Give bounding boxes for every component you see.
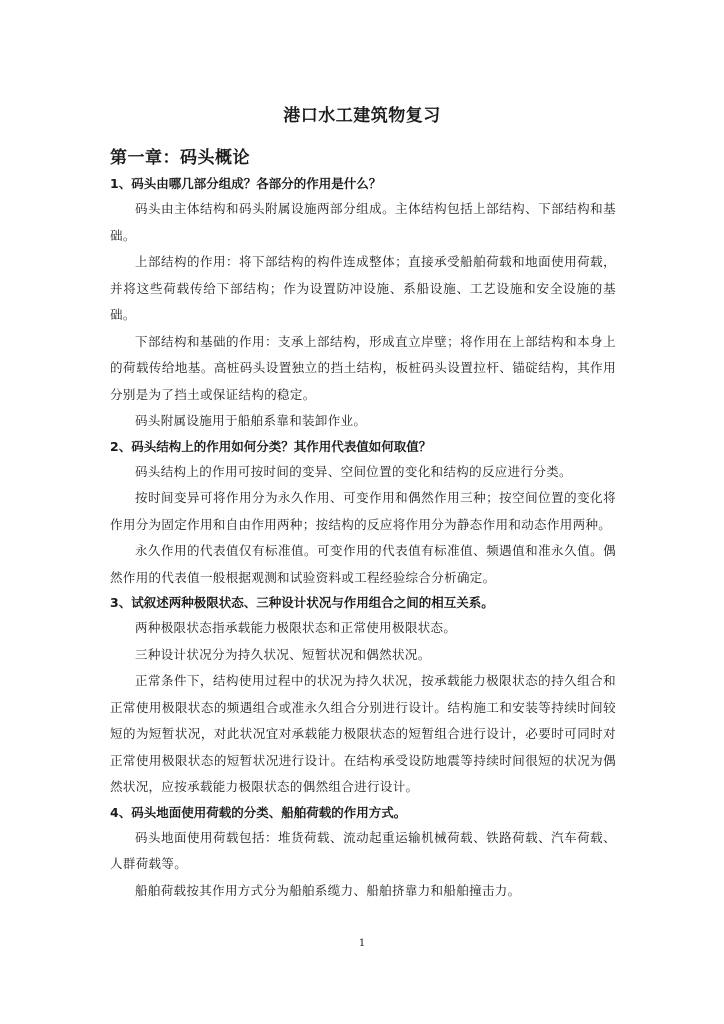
question-heading-2: 2、码头结构上的作用如何分类？其作用代表值如何取值？ <box>110 438 432 454</box>
paragraph: 码头附属设施用于船舶系靠和装卸作业。 <box>135 413 367 428</box>
document-body <box>110 172 616 904</box>
paragraph: 永久作用的代表值仅有标准值。可变作用的代表值有标准值、频遇值和准永久值。偶然作用的代表值一般根据观测和试验资料或工程经验综合分析确定。 <box>110 543 616 585</box>
paragraph: 码头结构上的作用可按时间的变异、空间位置的变化和结构的反应进行分类。 <box>135 463 572 479</box>
document-title: 港口水工建筑物复习 <box>283 106 441 126</box>
page-number: 1 <box>358 938 366 949</box>
paragraph: 两种极限状态指承载能力极限状态和正常使用极限状态。 <box>135 620 457 635</box>
paragraph: 下部结构和基础的作用：支承上部结构，形成直立岸壁；将作用在上部结构和本身上的荷载传给地基。高桩码头设置独立的挡土结构，板桩码头设置拉杆、锚碇结构，其作用分别是为了挡土或保证结构的稳定。 <box>110 333 616 402</box>
question-heading-4: 4、码头地面使用荷载的分类、船舶荷载的作用方式。 <box>110 804 407 820</box>
paragraph: 上部结构的作用：将下部结构的构件连成整体；直接承受船舶荷载和地面使用荷载，并将这些荷载传给下部结构；作为设置防冲设施、系船设施、工艺设施和安全设施的基础。 <box>110 254 616 322</box>
section-2 <box>110 435 616 592</box>
paragraph: 按时间变异可将作用分为永久作用、可变作用和偶然作用三种；按空间位置的变化将作用分为固定作用和自由作用两种；按结构的反应将作用分为静态作用和动态作用两种。 <box>110 490 616 532</box>
section-1 <box>110 172 616 435</box>
paragraph: 码头地面使用荷载包括：堆货荷载、流动起重运输机械荷载、铁路荷载、汽车荷载、人群荷载等。 <box>110 829 616 871</box>
paragraph: 三种设计状况分为持久状况、短暂状况和偶然状况。 <box>135 646 431 662</box>
section-4 <box>110 801 616 905</box>
question-heading-3: 3、试叙述两种极限状态、三种设计状况与作用组合之间的相互关系。 <box>110 595 494 610</box>
chapter-heading: 第一章：码头概论 <box>110 148 250 168</box>
paragraph: 船舶荷载按其作用方式分为船舶系缆力、船舶挤靠力和船舶撞击力。 <box>135 882 521 898</box>
question-heading-1: 1、码头由哪几部分组成？各部分的作用是什么？ <box>110 176 382 191</box>
paragraph: 码头由主体结构和码头附属设施两部分组成。主体结构包括上部结构、下部结构和基础。 <box>110 201 616 243</box>
paragraph: 正常条件下，结构使用过程中的状况为持久状况，按承载能力极限状态的持久组合和正常使用极限状态的频遇组合或准永久组合分别进行设计。结构施工和安装等持续时间较短的为短暂状况，对此状况宜对承载能力极限状态的短暂组合进行设计，必要时可同时对正常使用极限状态的短暂状况进行设计。在结构承受设防地震等持续时间很短的状况为偶然状况，应按承载能力极限状态的偶然组合进行设计。 <box>110 673 616 794</box>
section-3 <box>110 591 616 801</box>
